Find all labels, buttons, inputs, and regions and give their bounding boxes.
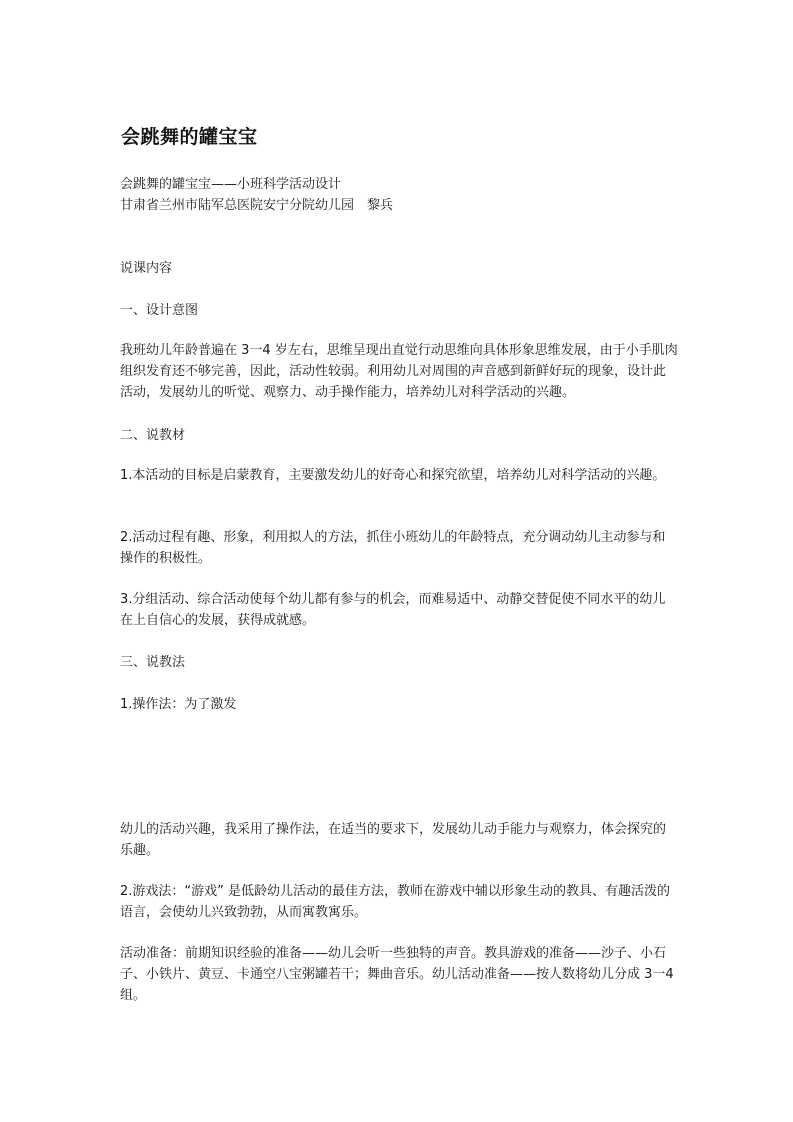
heading-design-intent: 一、设计意图 <box>120 303 199 318</box>
list-item-method-1-start: 1.操作法：为了激发 <box>120 697 237 712</box>
list-item-material-3: 3.分组活动、综合活动使每个幼儿都有参与的机会，而难易适中、动静交替促使不同水平的幼儿在上自信心的发展，获得成就感。 <box>120 592 666 628</box>
list-item-material-1: 1.本活动的目标是启蒙教育，主要激发幼儿的好奇心和探究欲望，培养幼儿对科学活动的兴趣。 <box>120 468 666 483</box>
heading-teaching-material: 二、说教材 <box>120 428 186 443</box>
section-intro-heading: 说课内容 <box>120 261 173 276</box>
document-subtitle: 会跳舞的罐宝宝——小班科学活动设计 <box>120 177 342 192</box>
paragraph-activity-preparation: 活动准备：前期知识经验的准备——幼儿会听一些独特的声音。教具游戏的准备——沙子、小石子、小铁片、黄豆、卡通空八宝粥罐若干；舞曲音乐。幼儿活动准备——按人数将幼儿分成 3一4 组。 <box>120 946 678 1003</box>
list-item-method-2: 2.游戏法：“游戏” 是低龄幼儿活动的最佳方法，教师在游戏中辅以形象生动的教具、有趣活泼的语言，会使幼儿兴致勃勃，从而寓教寓乐。 <box>120 884 671 920</box>
author-line: 甘肃省兰州市陆军总医院安宁分院幼儿园 黎兵 <box>120 198 394 213</box>
list-item-method-1-continued: 幼儿的活动兴趣，我采用了操作法，在适当的要求下，发展幼儿动手能力与观察力，体会探究的乐趣。 <box>120 822 667 858</box>
list-item-material-2: 2.活动过程有趣、形象，利用拟人的方法，抓住小班幼儿的年龄特点，充分调动幼儿主动参与和操作的积极性。 <box>120 530 666 566</box>
document-title: 会跳舞的罐宝宝 <box>121 126 258 148</box>
heading-teaching-method: 三、说教法 <box>120 655 186 670</box>
paragraph-design-intent: 我班幼儿年龄普遍在 3一4 岁左右，思维呈现出直觉行动思维向具体形象思维发展，由于小手肌肉组织发育还不够完善，因此，活动性较弱。利用幼儿对周围的声音感到新鲜好玩的现象，设计此活动，发展幼儿的听觉、观察力、动手操作能力，培养幼儿对科学活动的兴趣。 <box>120 343 678 400</box>
